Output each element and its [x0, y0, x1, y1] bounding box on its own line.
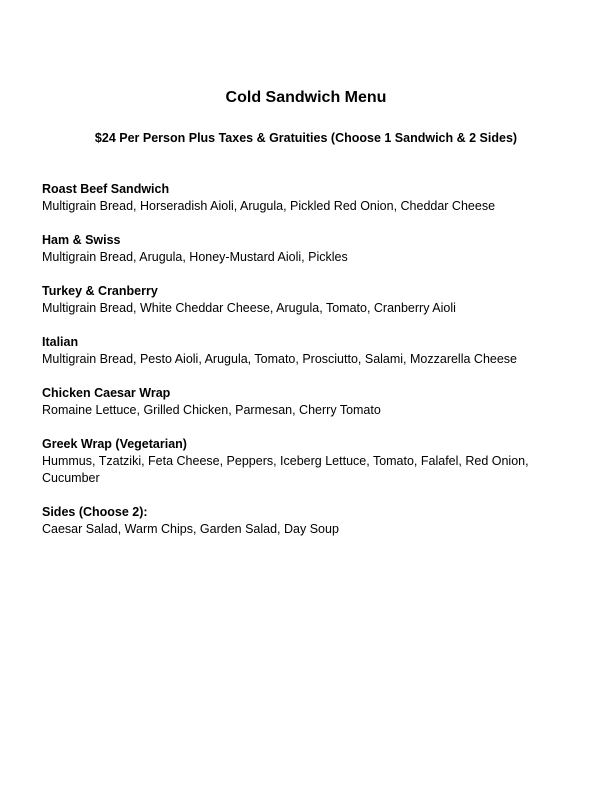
item-description: Multigrain Bread, Pesto Aioli, Arugula, Tomato, Prosciutto, Salami, Mozzarella Cheese	[42, 352, 517, 366]
item-name: Italian	[42, 335, 79, 349]
item-description: Romaine Lettuce, Grilled Chicken, Parmesan, Cherry Tomato	[42, 403, 381, 417]
item-description: Caesar Salad, Warm Chips, Garden Salad, Day Soup	[42, 522, 339, 536]
item-description: Multigrain Bread, Arugula, Honey-Mustard Aioli, Pickles	[42, 250, 348, 264]
menu-item-roast-beef	[42, 181, 562, 215]
item-description: Multigrain Bread, White Cheddar Cheese, Arugula, Tomato, Cranberry Aioli	[42, 301, 456, 315]
menu-item-turkey-cranberry	[42, 283, 562, 317]
item-name: Turkey & Cranberry	[42, 284, 158, 298]
menu-item-sides	[42, 504, 562, 538]
menu-item-chicken-caesar-wrap	[42, 385, 562, 419]
item-name: Chicken Caesar Wrap	[42, 386, 171, 400]
menu-list	[42, 181, 562, 555]
menu-subtitle: $24 Per Person Plus Taxes & Gratuities (Choose 1 Sandwich & 2 Sides)	[94, 131, 518, 145]
item-description: Multigrain Bread, Horseradish Aioli, Arugula, Pickled Red Onion, Cheddar Cheese	[42, 199, 496, 213]
item-description: Hummus, Tzatziki, Feta Cheese, Peppers, Iceberg Lettuce, Tomato, Falafel, Red Onion, Cucumber	[42, 454, 529, 485]
item-name: Roast Beef Sandwich	[42, 182, 170, 196]
menu-item-italian	[42, 334, 562, 368]
item-name: Greek Wrap (Vegetarian)	[42, 437, 187, 451]
item-name: Ham & Swiss	[42, 233, 121, 247]
menu-title: Cold Sandwich Menu	[225, 89, 387, 106]
item-name: Sides (Choose 2):	[42, 505, 148, 519]
menu-item-greek-wrap	[42, 436, 562, 487]
menu-item-ham-swiss	[42, 232, 562, 266]
